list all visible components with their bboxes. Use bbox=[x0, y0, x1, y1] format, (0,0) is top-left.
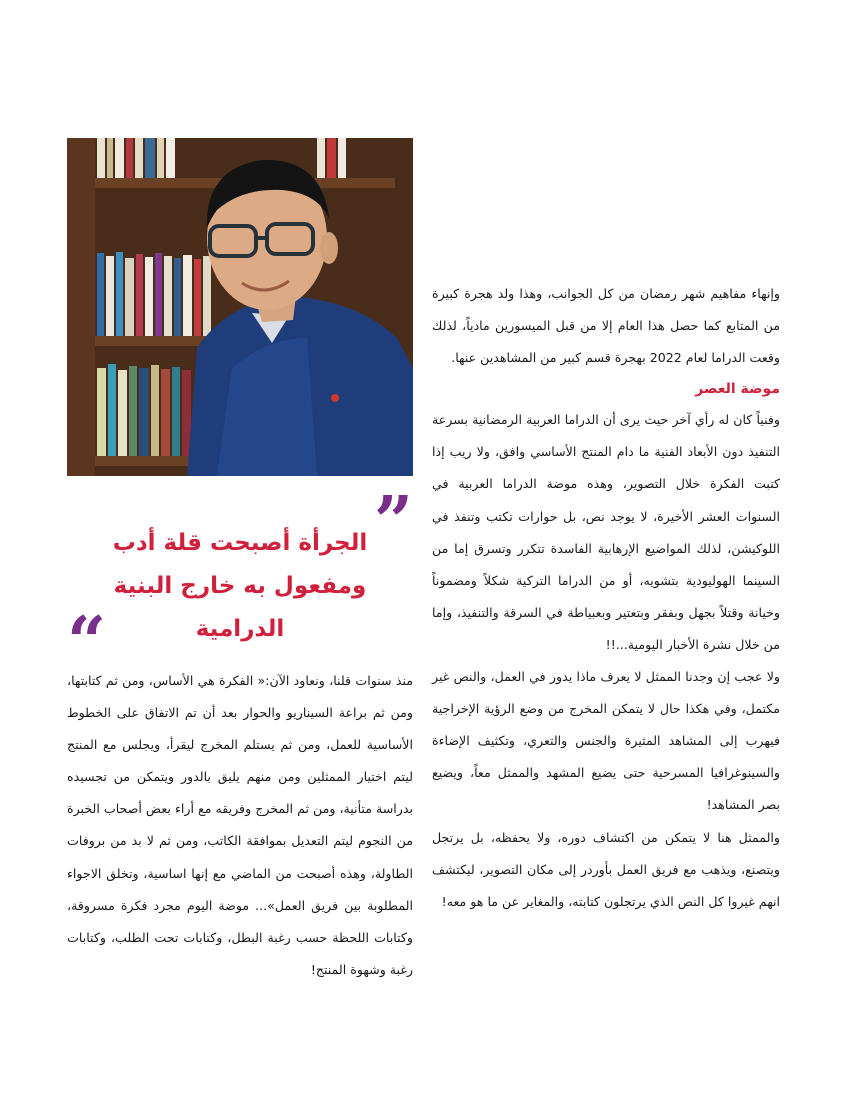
article-paragraph: والممثل هنا لا يتمكن من اكتشاف دوره، ولا يحفظه، بل يرتجل ويتصنع، ويذهب مع فريق العمل بأوردر إلى مكان التصوير، ليكتشف انهم غيروا كل النص الذي يرتجلون كتابته، والمغاير عن ما هو معه! bbox=[432, 829, 780, 909]
article-paragraph: وإنهاء مفاهيم شهر رمضان من كل الجوانب، وهذا ولد هجرة كبيرة من المتابع كما حصل هذا العام إلا من قبل الميسورين مادياً، لذلك وقعت الدراما لعام 2022 بهجرة قسم كبير من المشاهدين عنها. bbox=[432, 286, 780, 366]
pull-quote-block bbox=[67, 482, 413, 682]
article-paragraph: ولا عجب إن وجدنا الممثل لا يعرف ماذا يدور في العمل، والنص غير مكتمل، وفي هكذا حال لا يتمكن المخرج من وضع الرؤية الإخراجية فيهرب إلى المشاهد المثيرة والجنس والتعري، وتكثيف الإضاءة والسينوغرافيا المسرحية حتى يضيع المشهد والممثل معاً، ويضيع بصر المشاهد! bbox=[432, 669, 780, 813]
article-paragraph: وفنياً كان له رأي آخر حيث يرى أن الدراما العربية الرمضانية بسرعة التنفيذ دون الأبعاد الفنية ما دام المنتج الأساسي وافق، ولا ريب إذا كتبت الفكرة خلال التصوير، وهذه موضة الدراما العربية في السنوات العشر الأخيرة، لا يوجد نص، بل حوارات تكتب وتنفذ في اللوكيشن، لذلك المواضيع الإرهابية الفاسدة تتكرر وتسرق إما من السينما الهوليودية بتشويه، أو من الدراما التركية شكلاً ومضموناً وخيانة وقتلاً بجهل وبفقر وبتعتير وبعبياطة في السرقة والتنفيذ، وإما من خلال نشرة الأخبار اليومية...!! bbox=[432, 412, 780, 652]
pull-quote-line: الدرامية bbox=[195, 616, 285, 642]
pull-quote-line: ومفعول به خارج البنية bbox=[113, 573, 367, 599]
section-heading: موضة العصر bbox=[695, 381, 780, 398]
pull-quote bbox=[67, 522, 413, 651]
left-column bbox=[67, 665, 413, 986]
quote-close-icon: “ bbox=[67, 602, 107, 682]
article-paragraph: منذ سنوات قلنا، ونعاود الآن:« الفكرة هي الأساس، ومن ثم كتابتها، ومن ثم براعة السيناريو والحوار بعد أن تم الاتفاق على الخطوط الأساسية للعمل، ومن ثم يستلم المخرج ليقرأ، ويجلس مع المنتج ليتم اختيار الممثلين ومن منهم يليق بالدور ويتمكن من تجسيده بدراسة متأنية، ومن ثم المخرج وفريقه مع أراء بعض أصحاب الخبرة من النجوم ليتم التعديل بموافقة الكاتب، ومن ثم لا بد من بروفات الطاولة، وهذه أصبحت من الماضي مع إنها اساسية، وتخلق الاجواء المطلوبة بين فريق العمل»... موضة اليوم مجرد فكرة مسروقة، وكتابات اللحظة حسب رغبة البطل، وكتابات تحت الطلب، وكتابات رغبة وشهوة المنتج! bbox=[67, 673, 413, 977]
pull-quote-line: الجرأة أصبحت قلة أدب bbox=[112, 530, 368, 556]
portrait-icon bbox=[67, 138, 413, 476]
quote-open-icon: ” bbox=[373, 482, 413, 562]
right-column bbox=[432, 278, 780, 918]
portrait-photo bbox=[67, 138, 413, 476]
